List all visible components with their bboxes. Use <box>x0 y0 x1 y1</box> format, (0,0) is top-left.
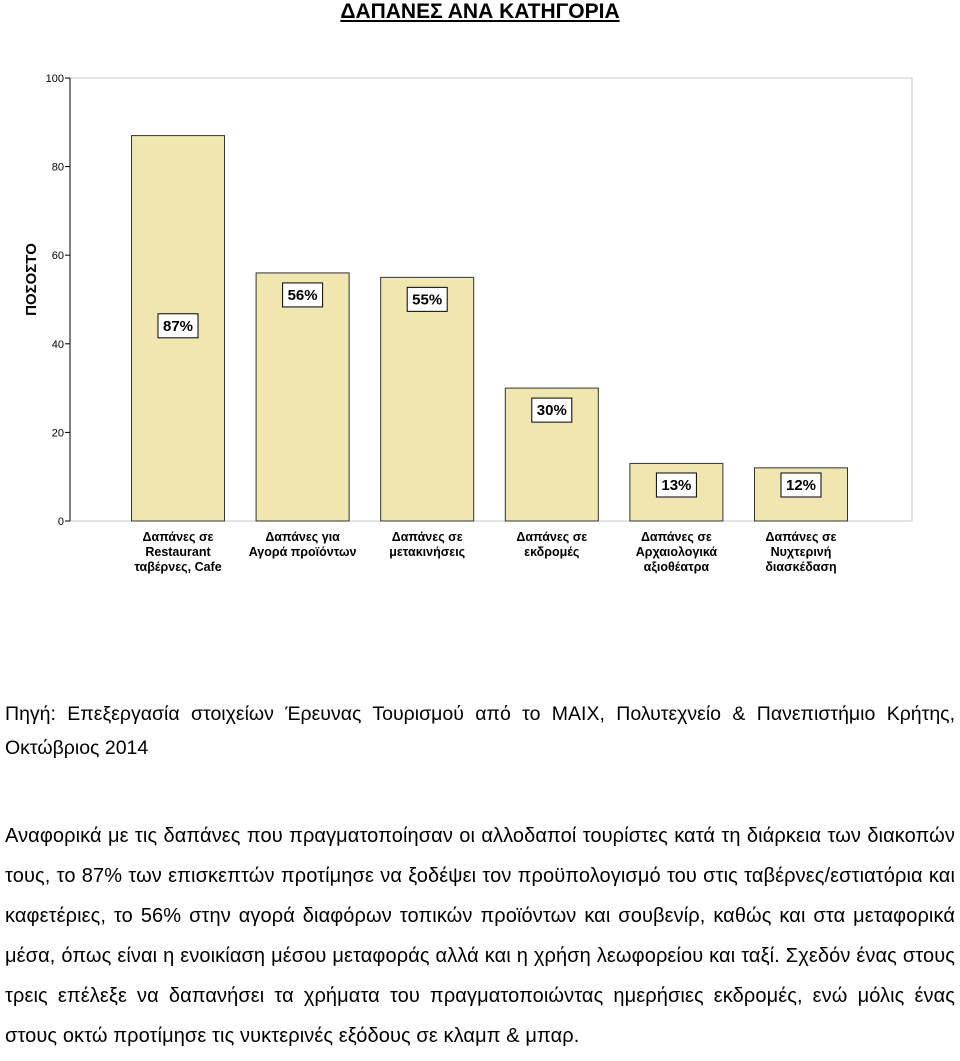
category-label: Αρχαιολογικά <box>635 545 718 559</box>
data-label: 87% <box>162 317 194 335</box>
data-label: 12% <box>785 477 817 494</box>
data-label: 13% <box>661 477 692 494</box>
y-tick-label: 0 <box>57 516 64 528</box>
data-label: 55% <box>412 291 443 309</box>
data-label: 30% <box>536 402 567 420</box>
category-label: ταβέρνες, Cafe <box>134 560 222 574</box>
category-label: διασκέδαση <box>765 560 837 574</box>
category-label: Δαπάνες σε <box>516 530 588 544</box>
category-label: μετακινήσεις <box>389 545 466 559</box>
category-label: Δαπάνες σε <box>765 530 837 544</box>
category-label: εκδρομές <box>524 545 580 559</box>
y-axis-label: ΠΟΣΟΣΤΟ <box>23 243 40 316</box>
y-tick-label: 20 <box>51 427 64 440</box>
y-tick-label: 40 <box>51 338 64 351</box>
y-tick-label: 100 <box>45 73 64 85</box>
category-label: Restaurant <box>145 545 211 559</box>
chart-title: ΔΑΠΑΝΕΣ ΑΝΑ ΚΑΤΗΓΟΡΙΑ <box>340 0 620 23</box>
category-label: Νυχτερινή <box>770 545 832 559</box>
bar-chart <box>0 44 960 604</box>
source-note: Πηγή: Επεξεργασία στοιχείων Έρευνας Τουρισμού από το ΜΑΙΧ, Πολυτεχνείο & Πανεπιστήμιο Κρήτης, Οκτώβριος 2014 <box>5 703 955 759</box>
y-tick-label: 60 <box>51 250 64 263</box>
category-label: Δαπάνες για <box>265 530 340 544</box>
y-tick-label: 80 <box>51 161 64 174</box>
category-label: Αγορά προϊόντων <box>248 545 357 559</box>
bar <box>256 273 349 521</box>
category-label: Δαπάνες σε <box>142 530 214 544</box>
bar <box>381 277 474 521</box>
body-paragraph: Αναφορικά με τις δαπάνες που πραγματοποίησαν οι αλλοδαποί τουρίστες κατά τη διάρκεια των διακοπών τους, το 87% των επισκεπτών προτίμησε να ξοδέψει τον προϋπολογισμό του στις ταβέρνες/εστιατόρια και καφετέριες, το 56% στην αγορά διαφόρων τοπικών προϊόντων και σουβενίρ, καθώς και στα μεταφορικά μέσα, όπως είναι η ενοικίαση μέσου μεταφοράς αλλά και η χρήση λεωφορείου και ταξί. Σχεδόν ένας στους τρεις επέλεξε να δαπανήσει τα χρήματα του πραγματοποιώντας ημερήσιες εκδρομές, ενώ μόλις ένας στους οκτώ προτίμησε τις νυκτερινές εξόδους σε κλαμπ & μπαρ. <box>5 825 955 1047</box>
category-label: Δαπάνες σε <box>391 530 463 544</box>
category-label: αξιοθέατρα <box>643 560 710 574</box>
category-label: Δαπάνες σε <box>640 530 712 544</box>
data-label: 56% <box>287 286 318 304</box>
